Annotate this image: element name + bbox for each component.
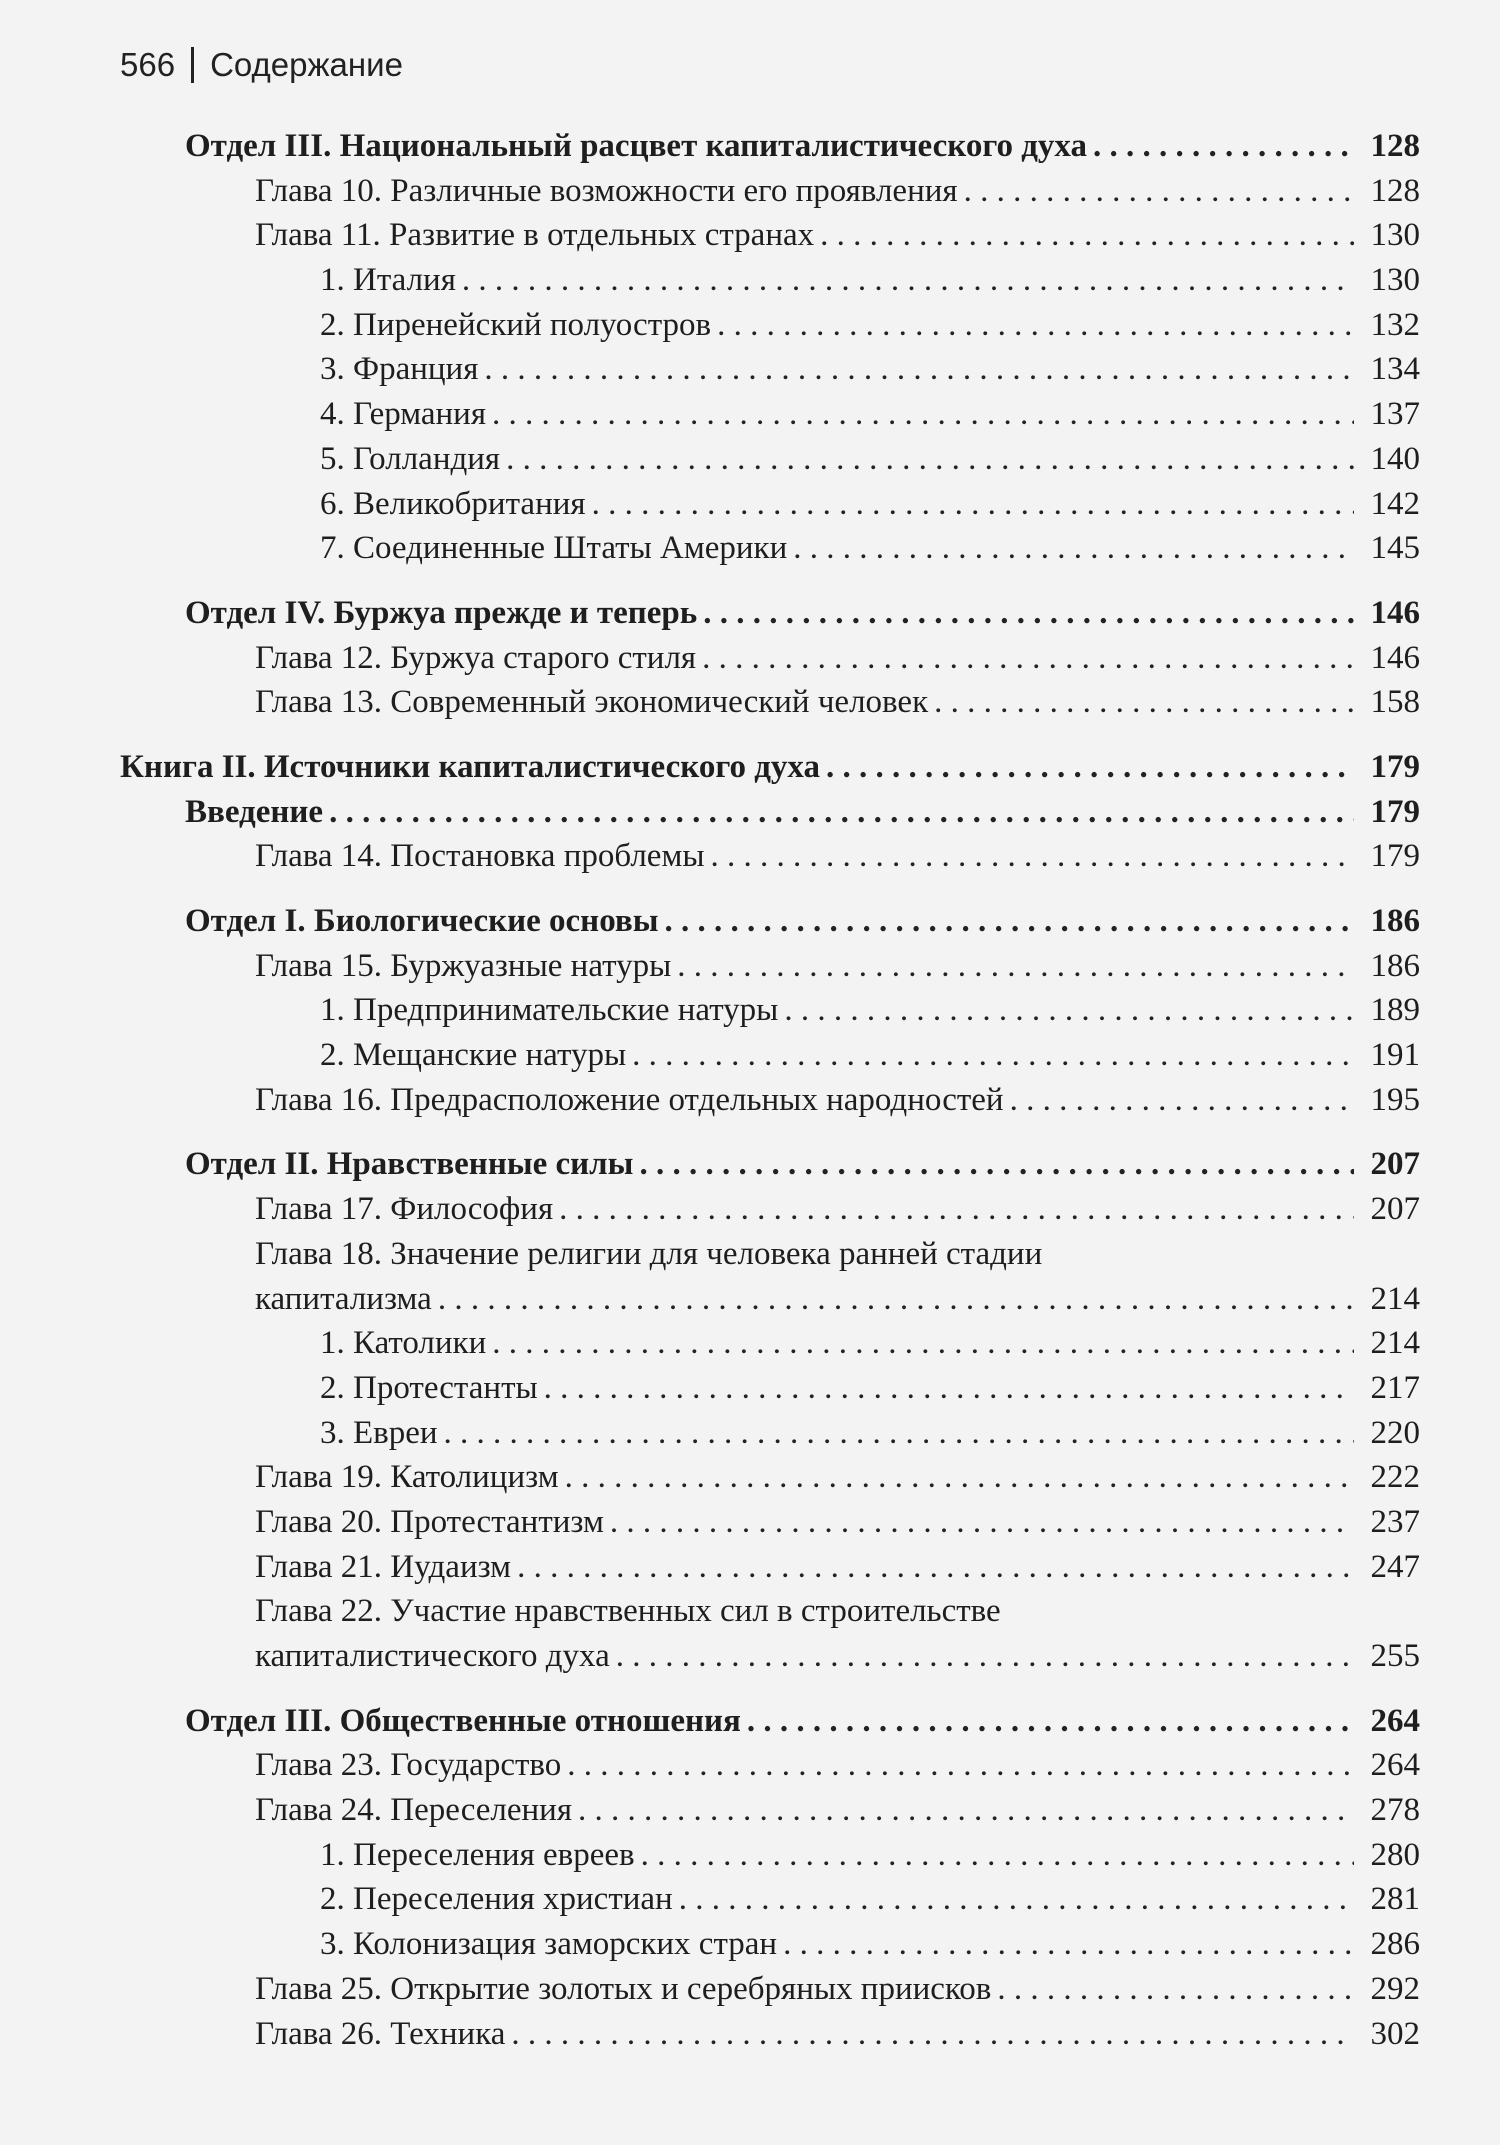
toc-entry-page: 247: [1370, 1548, 1420, 1585]
toc-entry: [120, 636, 1420, 681]
toc-entry: [120, 1589, 1420, 1634]
toc-leader-dots: [747, 1699, 1354, 1744]
toc-entry-page: 302: [1370, 2015, 1420, 2052]
toc-entry: [120, 834, 1420, 879]
toc-entry: [120, 1967, 1420, 2012]
toc-leader-dots: [1093, 124, 1354, 169]
toc-entry-page: 278: [1370, 1792, 1420, 1829]
toc-entry-title: капиталистического духа: [255, 1638, 610, 1674]
toc-entry-page: 140: [1370, 440, 1420, 477]
toc-entry: [120, 1545, 1420, 1590]
toc-entry-title: Глава 17. Философия: [255, 1191, 554, 1228]
toc-entry-title: Глава 18. Значение религии для человека ранней стадии: [255, 1235, 1043, 1272]
toc-entry: [120, 899, 1420, 944]
toc-entry-page: 281: [1370, 1881, 1420, 1918]
toc-leader-dots: [544, 1366, 1354, 1411]
toc-entry: [120, 526, 1420, 571]
header-separator: [191, 47, 194, 83]
toc-entry-title: 2. Протестанты: [320, 1369, 538, 1406]
toc-leader-dots: [677, 944, 1354, 989]
toc-entry: [120, 1142, 1420, 1187]
toc-entry-page: 217: [1370, 1369, 1420, 1406]
toc-entry-title: 5. Голландия: [320, 440, 501, 477]
toc-entry-title: Введение: [185, 793, 324, 830]
toc-entry-page: 130: [1370, 262, 1420, 299]
toc-entry-title: Глава 11. Развитие в отдельных странах: [255, 217, 815, 254]
toc-entry-page: 179: [1370, 793, 1420, 830]
toc-entry-page: 264: [1370, 1702, 1420, 1739]
toc-entry-page: 186: [1370, 947, 1420, 984]
toc-entry: [120, 258, 1420, 303]
toc-entry: [120, 1411, 1420, 1456]
toc-entry-title: Глава 26. Техника: [255, 2015, 506, 2052]
toc-entry: [120, 437, 1420, 482]
toc-entry-title: Глава 10. Различные возможности его проявления: [255, 172, 958, 209]
toc-entry: [120, 1321, 1420, 1366]
toc-entry-page: 220: [1370, 1414, 1420, 1451]
toc-entry-title: Глава 20. Протестантизм: [255, 1503, 604, 1540]
toc-entry: [120, 482, 1420, 527]
toc-leader-dots: [679, 1877, 1354, 1922]
toc-entry: [120, 1033, 1420, 1078]
toc-entry-page: 292: [1370, 1970, 1420, 2007]
toc-leader-dots: [492, 1321, 1354, 1366]
toc-entry-title: Книга II. Источники капиталистического духа: [120, 748, 820, 785]
toc-entry-title: Глава 14. Постановка проблемы: [255, 838, 705, 875]
toc-entry-title: Глава 15. Буржуазные натуры: [255, 947, 672, 984]
toc-entry: [120, 124, 1420, 169]
toc-entry-page: 145: [1370, 530, 1420, 567]
toc-entry-page: 255: [1370, 1638, 1420, 1674]
toc-entry: [120, 591, 1420, 636]
toc-entry-title: 6. Великобритания: [320, 485, 586, 522]
toc-leader-dots: [632, 1033, 1354, 1078]
toc-entry-page: 280: [1370, 1836, 1420, 1873]
toc-entry: [120, 1232, 1420, 1277]
toc-entry: [120, 1634, 1420, 1679]
toc-leader-dots: [517, 1545, 1354, 1590]
toc-entry-title: Отдел III. Общественные отношения: [185, 1702, 741, 1739]
toc-entry-page: 186: [1370, 903, 1420, 939]
toc-leader-dots: [329, 790, 1354, 835]
toc-entry-page: 189: [1370, 992, 1420, 1029]
toc-leader-dots: [567, 1743, 1354, 1788]
toc-entry: [120, 988, 1420, 1033]
toc-leader-dots: [639, 1142, 1354, 1187]
toc-leader-dots: [592, 482, 1354, 527]
toc-leader-dots: [703, 591, 1354, 636]
toc-leader-dots: [717, 303, 1354, 348]
toc-entry-page: 179: [1370, 748, 1420, 785]
toc-entry-page: 128: [1370, 172, 1420, 209]
toc-entry-title: 4. Германия: [320, 396, 487, 433]
toc-leader-dots: [934, 680, 1354, 725]
toc-entry: [120, 944, 1420, 989]
toc-leader-dots: [506, 437, 1354, 482]
toc-entry-title: 2. Пиренейский полуостров: [320, 306, 712, 343]
toc-entry: [120, 1743, 1420, 1788]
toc-entry: [120, 1366, 1420, 1411]
toc-leader-dots: [997, 1967, 1354, 2012]
toc-leader-dots: [793, 526, 1354, 571]
page-number: 566: [120, 46, 176, 83]
toc-entry-page: 207: [1370, 1191, 1420, 1228]
page-header: [120, 46, 403, 84]
toc-entry-page: 142: [1370, 485, 1420, 522]
toc-entry-page: 137: [1370, 396, 1420, 433]
toc-entry: [120, 680, 1420, 725]
toc-leader-dots: [664, 899, 1354, 944]
toc-entry: [120, 745, 1420, 790]
toc-entry-page: 286: [1370, 1926, 1420, 1963]
table-of-contents: [120, 124, 1420, 2056]
toc-entry: [120, 1500, 1420, 1545]
toc-entry-title: 3. Евреи: [320, 1414, 438, 1451]
toc-leader-dots: [511, 2012, 1354, 2057]
toc-entry-page: 130: [1370, 217, 1420, 254]
toc-entry-page: 134: [1370, 351, 1420, 388]
toc-leader-dots: [820, 213, 1354, 258]
toc-entry-page: 128: [1370, 128, 1420, 164]
toc-leader-dots: [444, 1411, 1354, 1456]
toc-leader-dots: [616, 1634, 1354, 1679]
toc-entry-title: Глава 12. Буржуа старого стиля: [255, 639, 697, 676]
toc-entry-title: Глава 25. Открытие золотых и серебряных приисков: [255, 1970, 992, 2007]
toc-entry: [120, 2012, 1420, 2057]
toc-entry-title: Отдел II. Нравственные силы: [185, 1146, 634, 1183]
toc-entry-page: 207: [1370, 1146, 1420, 1183]
toc-entry-title: 1. Предпринимательские натуры: [320, 992, 779, 1029]
toc-entry: [120, 1922, 1420, 1967]
toc-entry: [120, 213, 1420, 258]
toc-leader-dots: [1010, 1078, 1354, 1123]
toc-entry-page: 179: [1370, 838, 1420, 875]
toc-entry-page: 214: [1370, 1325, 1420, 1362]
toc-entry: [120, 1078, 1420, 1123]
running-title: Содержание: [210, 46, 403, 83]
toc-entry-page: 191: [1370, 1037, 1420, 1074]
toc-entry-page: 146: [1370, 639, 1420, 676]
toc-leader-dots: [578, 1788, 1354, 1833]
toc-entry-title: 2. Мещанские натуры: [320, 1037, 627, 1074]
toc-leader-dots: [565, 1455, 1354, 1500]
toc-entry-title: капитализма: [255, 1280, 432, 1317]
toc-leader-dots: [711, 834, 1355, 879]
toc-leader-dots: [826, 745, 1354, 790]
toc-leader-dots: [559, 1187, 1354, 1232]
toc-entry-page: 195: [1370, 1081, 1420, 1118]
toc-entry-title: Глава 22. Участие нравственных сил в строительстве: [255, 1593, 1001, 1630]
toc-entry-page: 237: [1370, 1503, 1420, 1540]
toc-entry: [120, 169, 1420, 214]
toc-entry-title: 7. Соединенные Штаты Америки: [320, 530, 788, 567]
toc-leader-dots: [641, 1833, 1354, 1878]
toc-entry-page: 146: [1370, 594, 1420, 631]
toc-entry-title: Отдел IV. Буржуа прежде и теперь: [185, 594, 698, 631]
toc-entry-title: 3. Франция: [320, 351, 479, 388]
toc-entry: [120, 790, 1420, 835]
toc-entry-page: 158: [1370, 684, 1420, 721]
toc-entry-title: Глава 19. Католицизм: [255, 1459, 559, 1496]
toc-entry: [120, 347, 1420, 392]
toc-entry-title: Отдел I. Биологические основы: [185, 903, 659, 939]
toc-entry-page: 264: [1370, 1747, 1420, 1784]
toc-leader-dots: [484, 347, 1354, 392]
toc-leader-dots: [964, 169, 1354, 214]
toc-entry: [120, 1455, 1420, 1500]
toc-entry-title: Глава 13. Современный экономический человек: [255, 684, 929, 721]
toc-entry: [120, 392, 1420, 437]
toc-entry: [120, 1699, 1420, 1744]
toc-entry: [120, 1833, 1420, 1878]
toc-leader-dots: [784, 988, 1354, 1033]
toc-entry: [120, 303, 1420, 348]
toc-entry-title: 1. Католики: [320, 1325, 487, 1362]
toc-entry-page: 214: [1370, 1280, 1420, 1317]
toc-leader-dots: [610, 1500, 1354, 1545]
toc-entry: [120, 1277, 1420, 1322]
toc-entry-title: Глава 23. Государство: [255, 1747, 562, 1784]
toc-leader-dots: [492, 392, 1354, 437]
toc-leader-dots: [438, 1277, 1354, 1322]
toc-entry-title: 3. Колонизация заморских стран: [320, 1926, 778, 1963]
toc-entry: [120, 1877, 1420, 1922]
toc-entry-title: Глава 24. Переселения: [255, 1792, 573, 1829]
toc-entry-title: Отдел III. Национальный расцвет капиталистического духа: [185, 128, 1087, 164]
toc-entry-page: 132: [1370, 306, 1420, 343]
toc-entry-title: 1. Италия: [320, 262, 456, 299]
toc-entry-page: 222: [1370, 1459, 1420, 1496]
toc-entry-title: 2. Переселения христиан: [320, 1881, 673, 1918]
toc-entry-title: Глава 16. Предрасположение отдельных народностей: [255, 1081, 1004, 1118]
toc-entry-title: Глава 21. Иудаизм: [255, 1548, 512, 1585]
toc-leader-dots: [702, 636, 1354, 681]
toc-entry-title: 1. Переселения евреев: [320, 1836, 635, 1873]
toc-entry: [120, 1788, 1420, 1833]
toc-leader-dots: [783, 1922, 1354, 1967]
toc-leader-dots: [462, 258, 1354, 303]
toc-entry: [120, 1187, 1420, 1232]
